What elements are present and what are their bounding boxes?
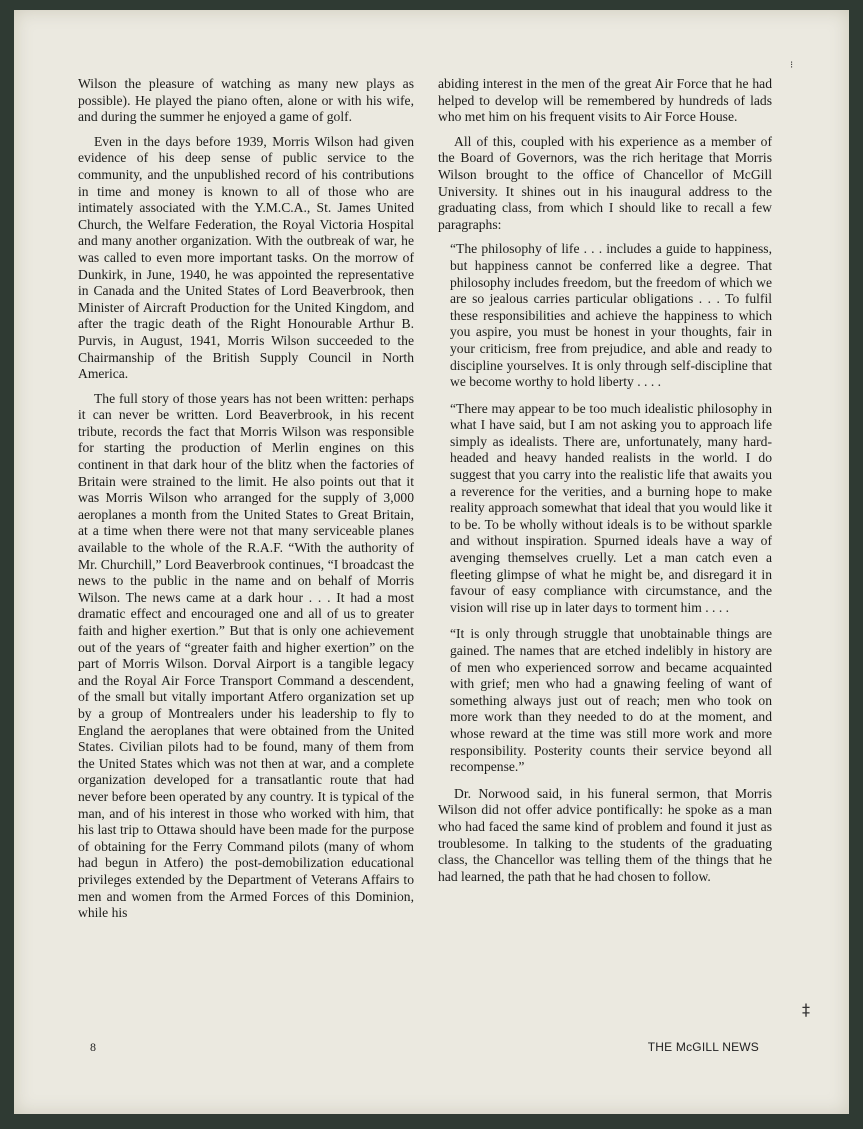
margin-mark-icon: ‡	[802, 1000, 810, 1019]
page-number: 8	[90, 1040, 96, 1054]
paragraph: Wilson the pleasure of watching as many new plays as possible). He played the piano often, alone or with his wife, and during the summer he enjoyed a game of golf.	[78, 76, 414, 125]
document-page	[14, 10, 849, 1114]
paragraph: Dr. Norwood said, in his funeral sermon, that Morris Wilson did not offer advice pontifically: he spoke as a man who had faced the same kind of problem and found it just as troublesome. In talking to the students of the graduating class, the Chancellor was telling them of the things that he had learned, the path that he had chosen to follow.	[438, 785, 772, 884]
paragraph: abiding interest in the men of the great Air Force that he had helped to develop will be remembered by hundreds of lads who met him on his frequent visits to Air Force House.	[438, 76, 772, 125]
quote-paragraph: “There may appear to be too much idealistic philosophy in what I have said, but I am not asking you to approach life simply as idealists. There are, unfortunately, many hard-headed and heavy handed realists in the world. I do suggest that you carry into the realistic life that awaits you a reverence for the verities, and a burning hope to make reality approach somewhat that ideal that you would like it to be. To be wholly without ideals is to be without sparkle and without inspiration. Spurned ideals have a way of avenging themselves cruelly. Let a man catch even a fleeting glimpse of what he might be, and disregard it in favour of easy compliance with circumstance, and the vision will rise up in later days to torment him . . . .	[450, 400, 772, 615]
paragraph: Even in the days before 1939, Morris Wilson had given evidence of his deep sense of public service to the community, and the unpublished record of his contributions in time and money is known to all of those who are intimately associated with the Y.M.C.A., St. James United Church, the Welfare Federation, the Royal Victoria Hospital and many another organization. With the outbreak of war, he was called to even more important tasks. On the morrow of Dunkirk, in June, 1940, he was appointed the representative in Canada and the United States of Lord Beaverbrook, then Minister of Aircraft Production for the United Kingdom, and after the tragic death of the Right Honourable Arthur B. Purvis, in August, 1941, Morris Wilson succeeded to the Chairmanship of the British Supply Council in North America.	[78, 133, 414, 382]
margin-mark-icon: ⁝	[790, 60, 794, 71]
publication-name: THE McGILL NEWS	[647, 1040, 759, 1054]
right-column	[438, 76, 772, 893]
paragraph: The full story of those years has not been written: perhaps it can never be written. Lord Beaverbrook, in his recent tribute, records the fact that Morris Wilson was responsible for starting the production of Merlin engines on this continent in that dark hour of the blitz when the factories of Britain were strained to the limit. He also points out that it was Morris Wilson who arranged for the supply of 3,000 aeroplanes a month from the United States to Great Britain, at a time when there were not that many serviceable planes available to the whole of the R.A.F. “With the authority of Mr. Churchill,” Lord Beaverbrook continues, “I broadcast the news to the public in the name and on behalf of Morris Wilson. The news came at a dark hour . . . It had a most dramatic effect and encouraged one and all of us to greater faith and higher exertion.” But that is only one achievement out of the years of “greater faith and higher exertion” on the part of Morris Wilson. Dorval Airport is a tangible legacy and the Royal Air Force Transport Command a descendent, of the small but vitally important Atfero organization set up by a group of Montrealers under his leadership to fly to England the aeroplanes that were obtained from the United States. Civilian pilots had to be found, many of them from the United States which was not then at war, and a complete organization developed for a transatlantic route that had never before been operated by any country. It is typical of the man, and of his interest in those who worked with him, that his last trip to Ottawa should have been made for the purpose of obtaining for the Ferry Command pilots (many of whom had begun in Atfero) the post-demobilization educational privileges extended by the Department of Veterans Affairs to men and women from the Armed Forces of this Dominion, while his	[78, 390, 414, 921]
left-column	[78, 76, 414, 930]
quote-paragraph: “The philosophy of life . . . includes a guide to happiness, but happiness cannot be conferred like a degree. That philosophy includes freedom, but the freedom of which we are so jealous carries particular obligations . . . To fulfil these responsibilities and achieve the happiness to which you aspire, you must be honest in your thoughts, fair in your criticism, free from prejudice, and able and ready to discipline yourselves. It is only through self-discipline that we become worthy to hold liberty . . . .	[450, 241, 772, 390]
paragraph: All of this, coupled with his experience as a member of the Board of Governors, was the rich heritage that Morris Wilson brought to the office of Chancellor of McGill University. It shines out in his inaugural address to the graduating class, from which I should like to recall a few paragraphs:	[438, 133, 772, 232]
quote-paragraph: “It is only through struggle that unobtainable things are gained. The names that are etched indelibly in history are of men who experienced sorrow and became acquainted with grief; men who had a gnawing feeling of want of something always just out of reach; men who took on more work than they needed to do at the moment, and whose reward at the time was still more work and more responsibility. Posterity counts their service beyond all recompense.”	[450, 626, 772, 775]
